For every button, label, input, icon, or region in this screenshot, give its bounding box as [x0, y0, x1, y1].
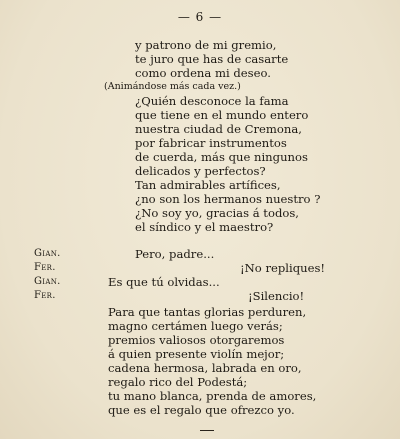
- verse-line: como ordena mi deseo.: [135, 66, 271, 80]
- verse-line: tu mano blanca, prenda de amores,: [108, 389, 317, 403]
- verse-line: nuestra ciudad de Cremona,: [135, 122, 302, 136]
- verse-line: regalo rico del Podestá;: [108, 375, 248, 389]
- verse-line: que tiene en el mundo entero: [135, 108, 309, 122]
- page-number: — 6 —: [177, 10, 223, 24]
- verse-line: ¿no son los hermanos nuestro ?: [135, 192, 321, 206]
- speaker-label: Gian.: [34, 248, 61, 259]
- verse-line: ¿Quién desconoce la fama: [135, 94, 289, 108]
- speaker-label: Gian.: [34, 276, 61, 287]
- verse-line: ¡Silencio!: [248, 289, 305, 303]
- verse-line: á quien presente violín mejor;: [108, 347, 285, 361]
- verse-line: cadena hermosa, labrada en oro,: [108, 361, 302, 375]
- speaker-label: Fer.: [34, 290, 56, 301]
- verse-line: y patrono de mi gremio,: [135, 38, 277, 52]
- stage-direction: (Animándose más cada vez.): [104, 81, 241, 92]
- verse-line: magno certámen luego verás;: [108, 319, 283, 333]
- verse-line: ¡No repliques!: [240, 261, 326, 275]
- speaker-label: Fer.: [34, 262, 56, 273]
- verse-line: por fabricar instrumentos: [135, 136, 287, 150]
- end-rule: [200, 430, 214, 431]
- verse-line: delicados y perfectos?: [135, 164, 266, 178]
- verse-line: el síndico y el maestro?: [135, 220, 274, 234]
- verse-line: Tan admirables artífices,: [135, 178, 281, 192]
- verse-line: de cuerda, más que ningunos: [135, 150, 308, 164]
- verse-line: ¿No soy yo, gracias á todos,: [135, 206, 299, 220]
- verse-line: Es que tú olvidas...: [108, 275, 220, 289]
- verse-line: que es el regalo que ofrezco yo.: [108, 403, 295, 417]
- verse-line: Pero, padre...: [135, 247, 215, 261]
- verse-line: te juro que has de casarte: [135, 52, 289, 66]
- verse-line: Para que tantas glorias perduren,: [108, 305, 307, 319]
- verse-line: premios valiosos otorgaremos: [108, 333, 285, 347]
